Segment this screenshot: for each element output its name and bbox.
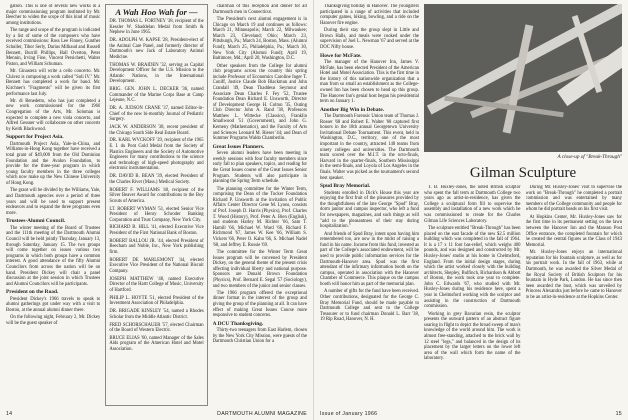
section-heading: Trustees-Alumni Council. — [6, 218, 66, 225]
honoree-item: DR. KARL WVCKOFF '39, recipient of the 1965 E. I. du Pont Gold Medal from the Society of Plastics Engineers and the Society of Automotive Engineers for many contributions to the science and technology of high-speed photography and electronic instrumentation. — [109, 138, 204, 172]
honoree-item: DR. ADOLPH W. KAPSE '28, President-elect of the Animal Care Panel, and formerly director of Dartmouth's new Jack of Laboratory Animal Medicine. — [109, 37, 204, 60]
page-number: 15 — [615, 411, 622, 417]
body-paragraph: During their stay the group slept in Little and Brown Halls, and meals were cooked under the supervision of Joel L. Newman '67 and served at the DOC Nifty house. — [320, 28, 419, 50]
body-paragraph: The range and scope of the program is indicated by a list of some of the composers who have received commissions: Ross Lee Finney, Gunther Schuller, Tibor Serly, Darius Milhaud and Russell Bennett, Burrill Phillips, Hall Overton, Peter Mennin, Irving Fine, Vincent Persichetti, Walter Piston, and William Schuman. — [6, 28, 101, 67]
body-paragraph: The planning committee for the Winter Term, comprising the Dean of the Tucker Foundation Richard P. Unsworth at the invitation of Public Affairs Center Director Gene M. Lyons, consists of Prof. Joseph D. Harris (Physics), Prof. Charles T. Wood (History), Prof. Peter A. Bien (English), and students Harley M. Richter '66, Sam T. Hamill '66, Michael W. Ward '66, Richard F. Richmond '67, James W. Kee '66, William S. Vickers '66, Peter O. Kahn '66, S. Michael Nadel '68, and Jeffrey E. Rossie '69. — [212, 186, 307, 248]
honoree-item: PHILIP L. HOYTE '51, elected President of the Investment Association of Philadelphia. — [109, 295, 204, 307]
honoree-item: ROBERT F. WILLIAMS '40, recipient of the Silver Beaver Award for contributions to the Boy Scouts of America. — [109, 187, 204, 204]
honoree-item: RICHARD B. HILL '41, elected Executive Vice President of the First National Bank of Boston. — [109, 225, 204, 237]
right-column-1 — [320, 4, 419, 406]
honoree-item: DR. DAVID B. BEAN '39, elected President of the Charles River (Mass.) Medical Society. — [109, 174, 204, 185]
body-paragraph: T. B. Huxley-Jones, the noted British sculptor who spent the fall term at Dartmouth College two years ago as artist-in-residence, has given the College a sculptural form fill to supervise the assembly and installation of a new work which he was commissioned to create for the Charles Gilman Life Sciences Laboratory. — [424, 185, 521, 224]
body-paragraph: Mr. Ginastera will write a cello concerto. Mr. Chávez is composing a work called "Soli IV." Mr. Bennett has completed a work for band. Mr. Kirchner's "Fragments" will be given its first performance last July. — [6, 69, 101, 97]
body-paragraph: chairman of this reception and dinner for all Dartmouth men in Connecticut. — [212, 4, 307, 15]
honoree-item: BRIG. GEN. JOHN L. DECKER '36, named Commander of the Marine Corps Base at Camp Lejeune, N.C. — [109, 87, 204, 104]
right-column-3 — [526, 185, 623, 406]
article-title: Gilman Sculpture — [469, 165, 577, 181]
body-paragraph: President Dickey's 1966 travels to speak to alumni gatherings got under way with a visit to Boston, at the annual alumni dinner there. — [6, 296, 101, 313]
sculpture-article — [424, 4, 622, 406]
body-paragraph: The winter meeting of the Board of Trustees and the 111th meeting of the Dartmouth Alumni Council will be held jointly Thursday, January 13, through Saturday, January 15. The two groups will come together on issues various two programs in which both groups have a common interest. A good attendance of the fifty Alumni Councilors from across the nation will be on hand. President Dickey will chair a panel discussion at the joint session in which Trustees and Alumni Councilors will be participants. — [6, 225, 101, 287]
body-paragraph: On the following night, February 2, Mr. Dickey will be the guest speaker of — [6, 315, 101, 326]
page-footer — [6, 411, 307, 417]
left-column-3 — [213, 4, 307, 406]
section-heading: Spud Bray Memorial. — [320, 183, 371, 190]
honoree-item: JACK W. ANDERSON '38, recent president of the Chicago South Side Real Estate Board. — [109, 125, 204, 136]
body-paragraph: Thirty-two teenagers from East Harlem, chosen by the New York City Mission, were guests of the Dartmouth Christian Union for a — [212, 328, 307, 345]
honoree-item: ROBERT BALLOU JR. '44, elected President of Beecham and Noble, Inc., New York publishing firm. — [109, 238, 204, 256]
body-paragraph: At Hopkins Center, Mr. Huxley-Jones saw for the first time in its permanent setting on the lawn between the Hanover Inn and the Manson Post Office entrance, the completed fountain for which he created the central figures as the Class of 1943 Memorial. — [525, 214, 622, 248]
honoree-item: JOSEPH MATTHEW '48, named Executive Director of the Hartt College of Music, University of Hartford. — [109, 276, 204, 293]
honoree-item: DR. THOMAS L. FORTNEY '38, recipient of the Kessler W. Shaddelan Medal from Smith & Nephew in June 1965. — [109, 19, 204, 36]
page-number: 14 — [6, 411, 13, 417]
wah-hoo-wah-box — [105, 4, 207, 406]
section-heading: President on the Road. — [6, 289, 59, 296]
honoree-item: THOMAS W. BRAIDEN '32, serving as Capital Development Officer for the U.S. Mission to the Atlantic Nations, in the International Development. — [109, 62, 204, 85]
body-paragraph: Students enrolled in Dick's House this year are enjoying the first fruit of the pleasures provided by the thoughtfulness of the late George "Spud" Bray, dorm janitor and campus inspector, who left a fund for newspapers, magazines, and such things as will "add to the pleasantness of their stay during hospitalization." — [320, 190, 419, 230]
body-paragraph: The committee for the Winter Term Great Issues program will be convened by President Dickey, on the general theme of the present crisis affecting individual liberty and national purpose. Sponsors are Donald Brown Foundation (Physics), Prof. Bernard E. Segal '57 (Sociology), and two members of the junior and senior classes. — [212, 249, 307, 289]
body-paragraph: During Mr. Huxley-Jones' visit to supervise the work on "Break-Through" he completed a portrait commission and was entertained by many members of the College community and people for whom he did portrait heads on his first visit. — [525, 185, 622, 213]
section-heading: A DCU Thanksgiving. — [212, 320, 264, 327]
body-paragraph: Dartmouth Project Asia, Yale-in-China, and Williams-in-Hong Kong together have received a total grant of $49,000 from the Old Dominion Foundation and the Avalon Foundation, to provide for the three-year program in which young faculty members in the three colleges which now make up the New Chinese University of Hong Kong. — [6, 141, 101, 187]
right-page — [314, 0, 628, 420]
publication-name: DARTMOUTH ALUMNI MAGAZINE — [217, 411, 307, 417]
body-paragraph: And friends of Spud Bray, intent upon having him remembered too, are now in the midst of raising a fund in his name. Income from this fund, invested as part of the College's associated endowment, will be used to provide public information services for the Dartmouth-Hanover area. Spud was the first attendant of the infirmary information booth on the campus, operated in association with the Hanover Chamber of Commerce. This plaque on the campus booth will honor him as part of the memorial plan. — [320, 231, 419, 287]
body-paragraph: Mr. Huxley-Jones enjoys an international reputation for his fountain sculpture, as well as for his portrait work. In the fall of 1963, while at Dartmouth, he was awarded the Silver Medal of the Royal Society of British Sculptors for his fountain in Hyde Park, London. He has since then been awarded the bust, which was unveiled by Princess Alexandra just before he came to Hanover to be an artist-in-residence at the Hopkins Center. — [525, 250, 622, 300]
body-paragraph: The 1966 program offered the exceptional dinner format in the interest of the group and giving the group of the planning at all. It can have effect of making Great Issues Course more responsive to student concerns. — [212, 290, 307, 319]
body-paragraph: The President's next alumni engagement is in Chicago on March 19 and continues as follows: March 21, Minneapolis; March 22, Milwaukee; March 23, Cleveland; Ohio; March 23, Pittsburgh, Pa.; March 24, Boston, Mass. (Alumni Fund); March 25, Philadelphia, Pa.; March 30, New York City (Alumni Fund); April 19, Baltimore, Md.; April 20, Washington, D.C. — [212, 16, 307, 62]
honoree-item: LT. ROBERT WYMAN '51, elected Senior Vice President of Henry Schroder Banking Corporation and Trust Company, New York City. — [109, 206, 204, 223]
body-paragraph: The grant will be divided by the Williams, Yale, and Dartmouth agencies over a period of three years and will be used to support present endeavors and to expand the three programs even more. — [6, 188, 101, 216]
section-heading: Another Big Win in Debate. — [320, 106, 384, 113]
body-paragraph: gation. This is one of several new works in a major commissioning program instituted by Mr. Beecher to widen the scope of this kind of music among institutions. — [6, 4, 101, 26]
honoree-item: DR. BRIGADE KINSLEY '54, named a Rhodes Scholar from the Middle Atlantic District. — [109, 309, 204, 320]
section-heading: Great Issues Planners. — [212, 143, 265, 150]
body-paragraph: Working in grey Bavarian resin, the sculptor presents the outward pattern of an abstract figure soaring in flight to depict the broad sweep of man's knowledge of the world around him. The work is almost free-standing, attached to the brick wall by 12 steel "legs," and balanced in the design of its placement by the larger letters on the lower left area of the wall which form the name of the laboratory. — [424, 311, 521, 362]
section-heading: Support for Project Asia. — [6, 134, 64, 141]
sculpture-photo — [424, 4, 622, 152]
honoree-item: FRED SCHORSCHAUER '57, elected Chairman of the Board of Western Electric. — [109, 322, 204, 334]
honoree-item: ROBERT DE MARLEMONT '44, elected Executive Vice President of the National Biscuit Company. — [109, 257, 204, 274]
body-paragraph: The sculpture entitled "Break-Through" has been placed on the east facade of the new $2.5 million building which was completed in the fall of 1964. It is a 17 x 11 foot bas-relief, which weighs 400 pounds, and was designed and constructed by Mr. Huxley-Jones' studio at his home in Chelmsford, England. From the initial design stages, during which the artist worked closely with the building architects, Shepley, Bulfinch, Richardson & Abbott of Boston, the work took one year to complete. John C. Edwards '67, who studied with Mr. Huxley-Jones during his residence here, spent a year in Chelmsford working with the sculptor and assisting in the construction of Dartmouth commission. — [424, 225, 521, 310]
body-paragraph: Mr. di Benedetto, who has just completed a new work commissioned for the 1966 Congregation of the Arts, Mr. Soloman is expected to complete a new viola concerto, and Alfred Gessner will collaborate on other concerts by Keith Blackwood. — [6, 98, 101, 132]
body-paragraph: The manager of the Hanover Inn, James V. McFate, has been elected President of the American Hotel and Motel Association. This is the first time in the history of this nationwide organization that a man from so small an establishment as the College-owned Inn has been chosen to head up this group. The Hanover Inn's genial host began his presidential term on January 1. — [320, 59, 419, 105]
box-title: A Wah Hoo Wah for — — [115, 7, 198, 17]
section-heading: Howe for McFate. — [320, 52, 362, 59]
honoree-item: DR. A. JUDSON CRANE '37, named Editor-in-Chief of the new bi-monthly Journal of Pediatric Surgery. — [109, 106, 204, 123]
body-paragraph: Other speakers from the College for alumni club programs across the country this spring include Professor of Economics Caroline Inger T. Cuniff, Justice Claude Bob Blackmun and John Crandall '49, Dean Thaddeus Seymour and Associate Dean Charles F. Fey '52, Trustee Foundation Dean Richard E. Unsworth, Director of Development George H. Colton '35, Outing Club Director John A. Rand '38, Professors Matthew L. Wittecke (Classics), Franklin Smallwood '51 (Government), and John G. Kemeny (Mathematics), and the Faculty of Arts and Sciences Leonard M. Rieser '44; and Dean of Summer Programs Waldo Chamberlin. — [212, 63, 307, 142]
page-footer — [320, 411, 622, 417]
honoree-item: BRUCE ELIAS '60, named Manager of the Sales Aids program of the American Hotel and Motel Association. — [109, 335, 204, 353]
body-paragraph: Seven alumni leaders have been meeting in weekly sessions with four faculty members since early fall to plan speakers, topics, and reading for the Great Issues course of the Great Issues Senior Program. Students will also participate in planning the Spring Term schedule. — [212, 151, 307, 185]
body-paragraph: A number of gifts for the fund have been received. Other contributions, designated for the George C. Bray Memorial Fund, should be made payable to Dartmouth College and sent to the College Treasurer or to fund chairman Donald L. Barr '38, 19 Rip Road, Hanover, N. H. — [320, 289, 419, 323]
issue-date: Issue of January 1966 — [320, 411, 378, 417]
left-column-1 — [6, 4, 100, 406]
right-column-2 — [424, 185, 521, 406]
body-paragraph: The Dartmouth Forensic Union team of Thomas J. Rosser '68 and Robert E. Walter '68 captured first honors in the 18th annual Georgetown University Invitational Debate Tournament. This event, held in Washington, D.C., territory, one of the most important in the country, attracted 148 teams from ninety colleges and universities. The Dartmouth team scored over the M.I.T. in the octo-finals, Harvard in the quarter-finals, Southern Mississippi in the semi-finals, and Loyola of Los Angeles in the finals. Walter was picked as the tournament's second best speaker. — [320, 114, 419, 181]
photo-caption: A close-up of "Break-Through" — [557, 154, 622, 160]
body-paragraph: Thanksgiving holiday in Hanover. The youngsters participated in a range of activities that included computer games, hiking, bowling, and a ride on the Hanover fire engine. — [320, 4, 419, 26]
